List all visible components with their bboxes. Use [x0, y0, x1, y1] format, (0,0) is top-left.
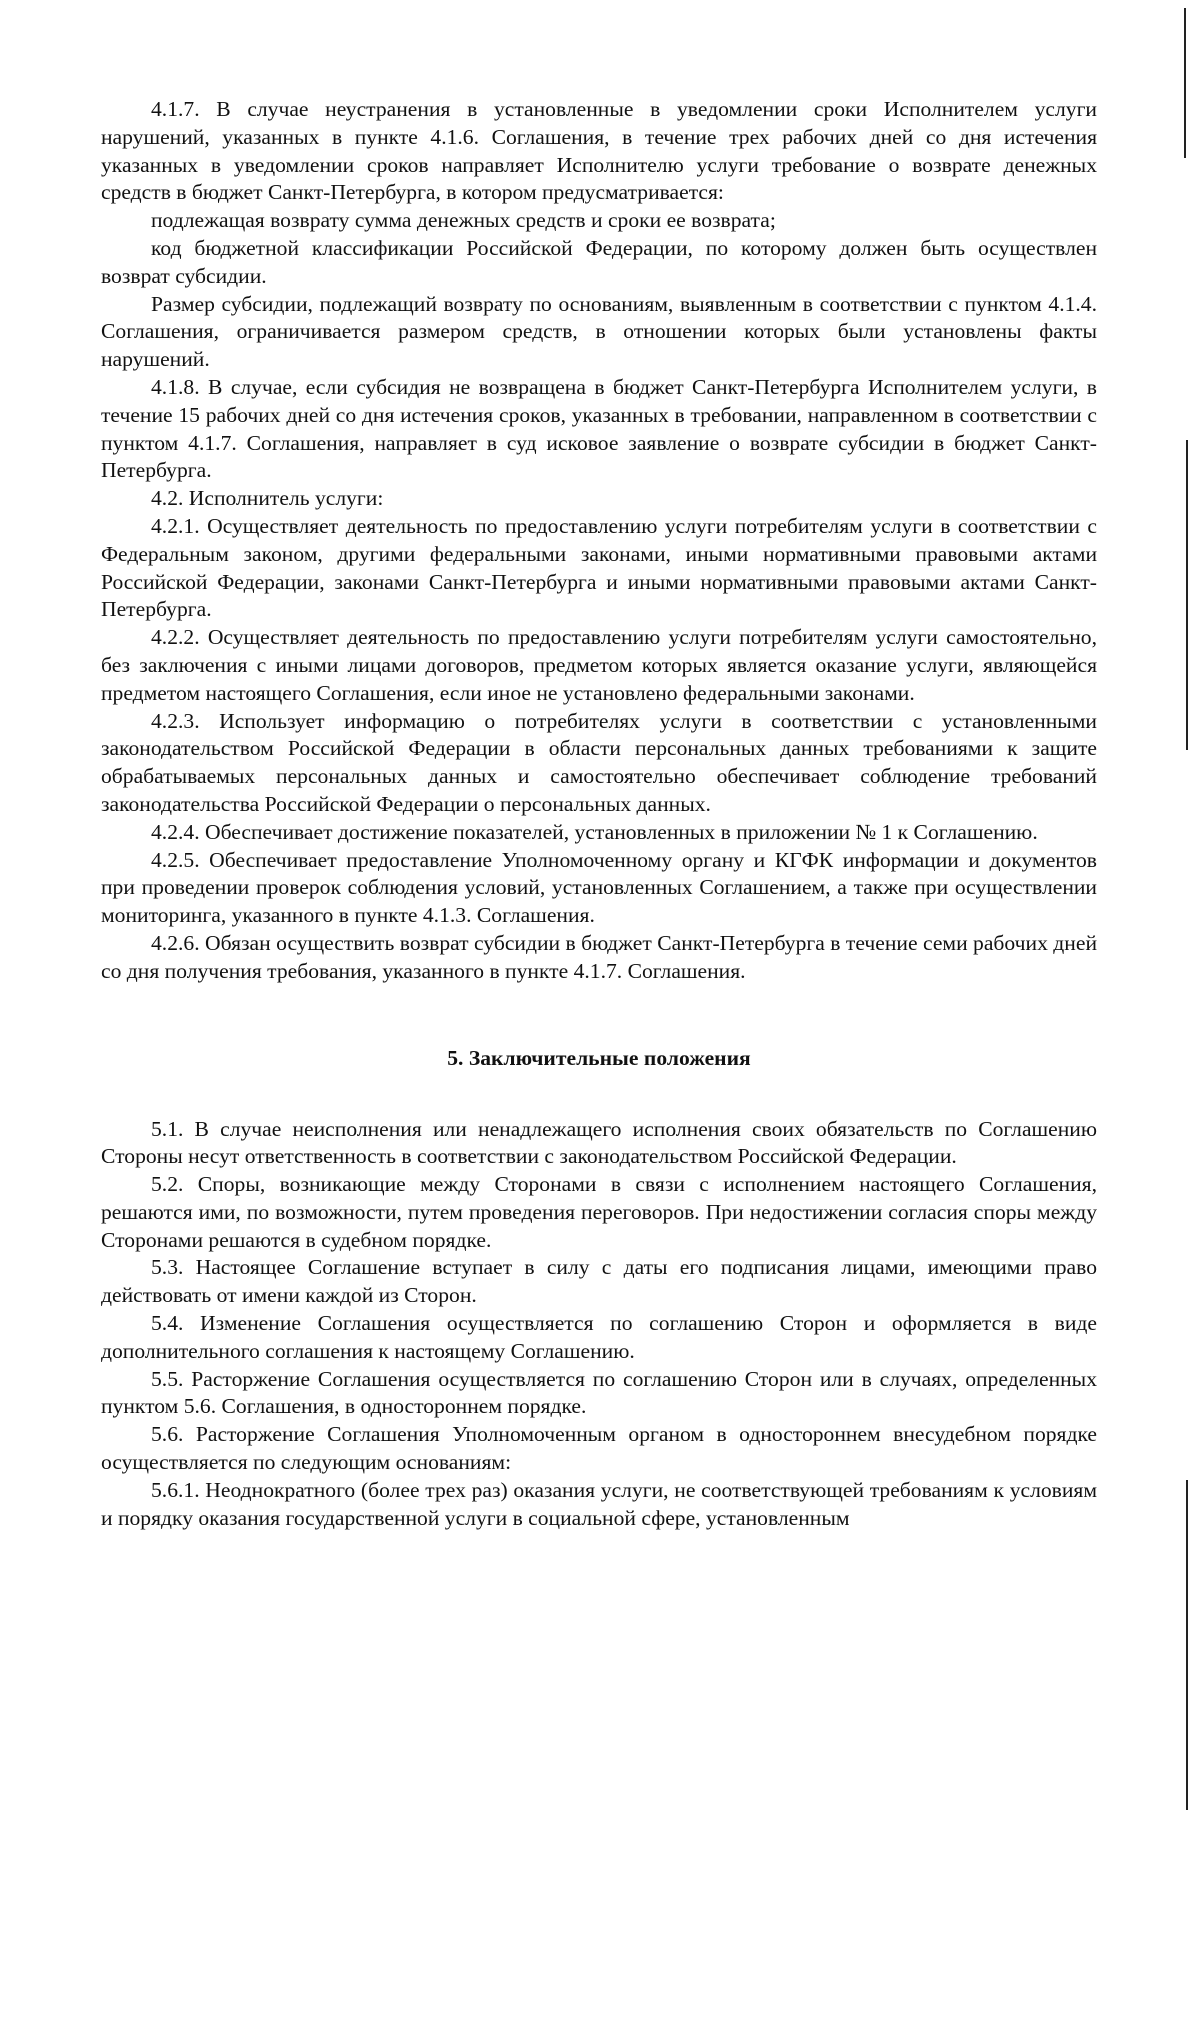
scan-margin-line — [1186, 440, 1188, 750]
paragraph-4-1-7-a: подлежащая возврату сумма денежных средств и сроки ее возврата; — [151, 208, 776, 233]
paragraph-4-2: 4.2. Исполнитель услуги: — [151, 486, 384, 511]
paragraph-5-3: 5.3. Настоящее Соглашение вступает в силу с даты его подписания лицами, имеющими право действовать от имени каждой из Сторон. — [101, 1255, 1097, 1308]
section-4-items — [101, 96, 1097, 986]
scan-margin-line — [1186, 1480, 1188, 1810]
paragraph-5-6-1: 5.6.1. Неоднократного (более трех раз) оказания услуги, не соответствующей требованиям к условиям и порядку оказания государственной услуги в социальной сфере, установленным — [101, 1477, 1097, 1530]
paragraph-5-1: 5.1. В случае неисполнения или ненадлежащего исполнения своих обязательств по Соглашению Стороны несут ответственность в соответствии с законодательством Российской Федерации. — [101, 1116, 1097, 1169]
paragraph-4-1-7-b: код бюджетной классификации Российской Федерации, по которому должен быть осуществлен возврат субсидии. — [101, 235, 1097, 288]
paragraph-4-2-2: 4.2.2. Осуществляет деятельность по предоставлению услуги потребителям услуги самостоятельно, без заключения с иными лицами договоров, предметом которых является оказание услуги, являющейся предметом настоящего Соглашения, если иное не установлено федеральными законами. — [101, 625, 1097, 705]
paragraph-5-4: 5.4. Изменение Соглашения осуществляется по соглашению Сторон и оформляется в виде дополнительного соглашения к настоящему Соглашению. — [101, 1311, 1097, 1363]
paragraph-5-6: 5.6. Расторжение Соглашения Уполномоченным органом в одностороннем внесудебном порядке осуществляется по следующим основаниям: — [101, 1422, 1097, 1475]
paragraph-5-5: 5.5. Расторжение Соглашения осуществляется по соглашению Сторон или в случаях, определенных пунктом 5.6. Соглашения, в одностороннем порядке. — [101, 1366, 1097, 1419]
paragraph-4-2-1: 4.2.1. Осуществляет деятельность по предоставлению услуги потребителям услуги в соответствии с Федеральным законом, другими федеральными законами, иными нормативными правовыми актами Российской Федерации, законами Санкт-Петербурга и иными нормативными правовыми актами Санкт-Петербурга. — [101, 513, 1097, 622]
paragraph-4-1-7: 4.1.7. В случае неустранения в установленные в уведомлении сроки Исполнителем услуги нарушений, указанных в пункте 4.1.6. Соглашения, в течение трех рабочих дней со дня истечения указанных в уведомлении сроков направляет Исполнителю услуги требование о возврате денежных средств в бюджет Санкт-Петербурга, в котором предусматривается: — [101, 97, 1097, 205]
section-5-items — [101, 1116, 1097, 1533]
paragraph-4-2-6: 4.2.6. Обязан осуществить возврат субсидии в бюджет Санкт-Петербурга в течение семи рабочих дней со дня получения требования, указанного в пункте 4.1.7. Соглашения. — [101, 930, 1097, 983]
paragraph-4-2-3: 4.2.3. Использует информацию о потребителях услуги в соответствии с установленными законодательством Российской Федерации в области персональных данных требованиями к защите обрабатываемых персональных данных и самостоятельно обеспечивает соблюдение требований законодательства Российской Федерации о персональных данных. — [101, 708, 1097, 816]
paragraph-4-1-7-c: Размер субсидии, подлежащий возврату по основаниям, выявленным в соответствии с пунктом 4.1.4. Соглашения, ограничивается размером средств, в отношении которых были установлены факты нарушений. — [101, 291, 1097, 372]
section-5-title: 5. Заключительные положения — [447, 1045, 751, 1070]
scan-margin-line — [1184, 8, 1186, 158]
paragraph-4-2-5: 4.2.5. Обеспечивает предоставление Уполномоченному органу и КГФК информации и документов при проведении проверок соблюдения условий, установленных Соглашением, а также при осуществлении мониторинга, указанного в пункте 4.1.3. Соглашения. — [101, 847, 1097, 928]
paragraph-4-1-8: 4.1.8. В случае, если субсидия не возвращена в бюджет Санкт-Петербурга Исполнителем услуги, в течение 15 рабочих дней со дня истечения сроков, указанных в требовании, направленном в соответствии с пунктом 4.1.7. Соглашения, направляет в суд исковое заявление о возврате субсидии в бюджет Санкт-Петербурга. — [101, 374, 1097, 483]
paragraph-4-2-4: 4.2.4. Обеспечивает достижение показателей, установленных в приложении № 1 к Соглашению. — [151, 819, 1038, 844]
paragraph-5-2: 5.2. Споры, возникающие между Сторонами в связи с исполнением настоящего Соглашения, решаются ими, по возможности, путем проведения переговоров. При недостижении согласия споры между Сторонами решаются в судебном порядке. — [101, 1172, 1097, 1252]
document-page — [101, 96, 1097, 1532]
